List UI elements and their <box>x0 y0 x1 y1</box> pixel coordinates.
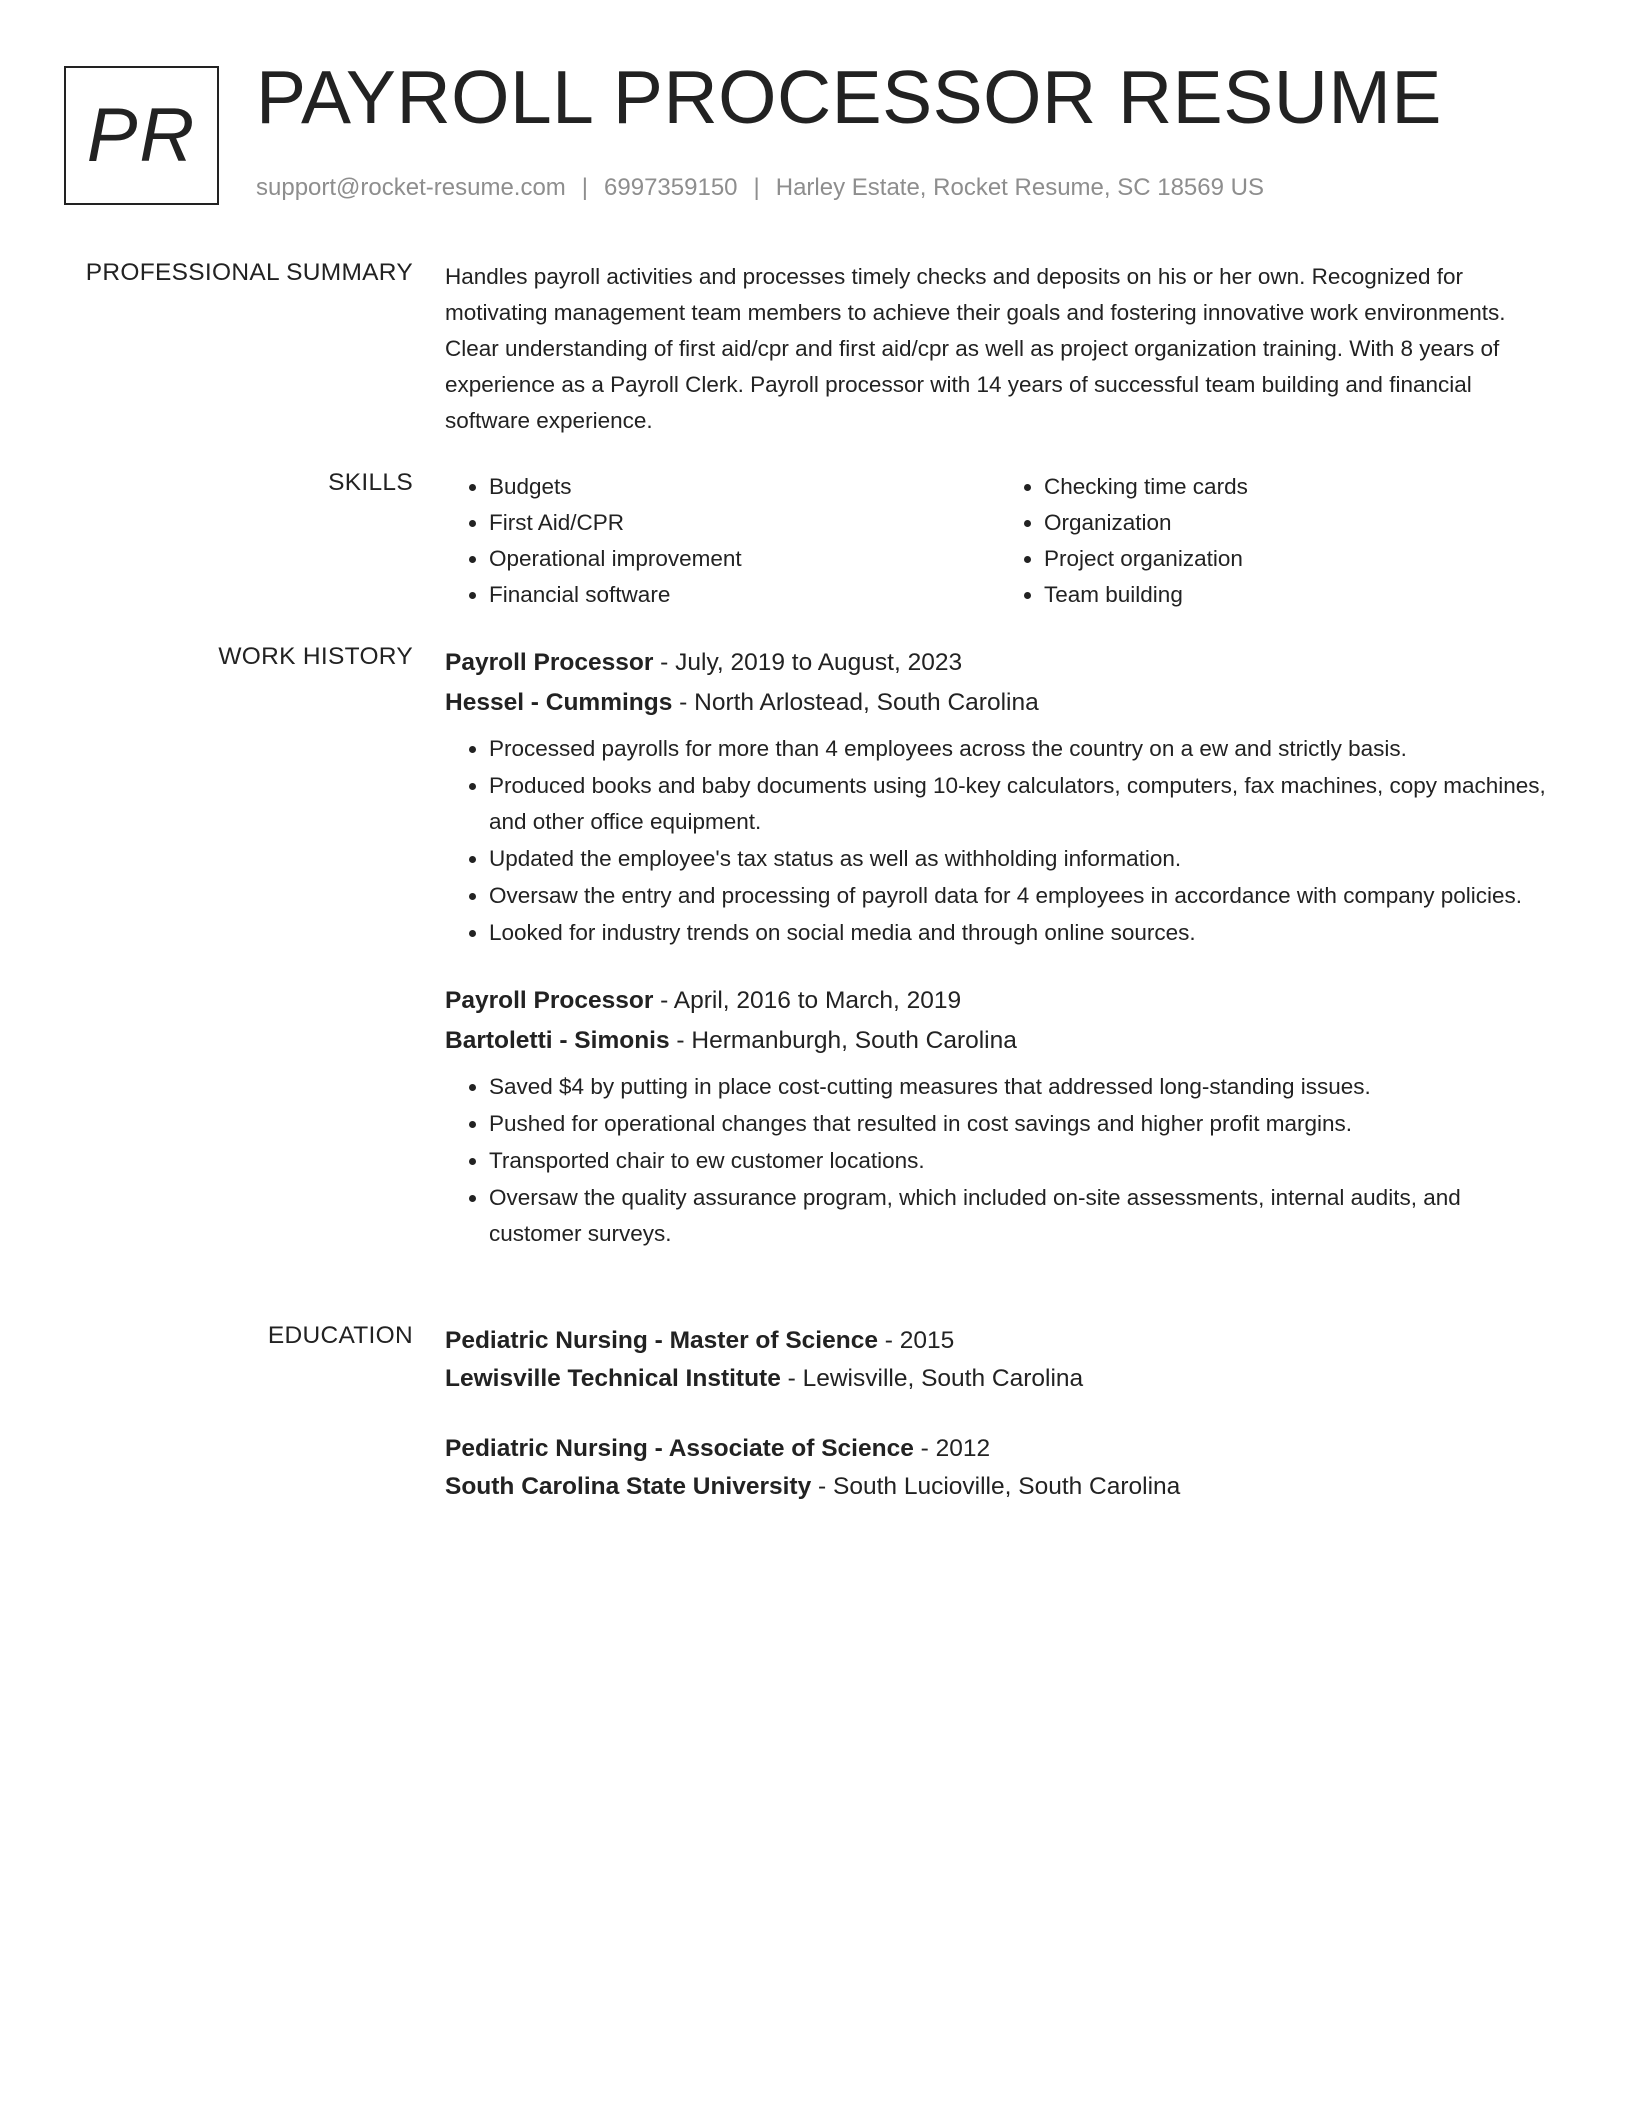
job-location: - North Arlostead, South Carolina <box>672 689 1039 716</box>
skill-item: • Checking time cards <box>1044 469 1555 505</box>
job-dates: - April, 2016 to March, 2019 <box>653 987 962 1014</box>
skill-item: • Financial software <box>489 577 1000 613</box>
job-bullet: • Processed payrolls for more than 4 employees across the country on a ew and strictly basis. <box>489 731 1555 767</box>
education-body <box>445 1322 1555 1538</box>
summary-text: Handles payroll activities and processes timely checks and deposits on his or her own. Recognized for motivating management team members to achieve their goals and fostering innovative work environments. Clear understanding of first aid/cpr and first aid/cpr as well as project organization training. With 8 years of experience as a Payroll Clerk. Payroll processor with 14 years of successful team building and financial software experience. <box>445 264 1506 433</box>
job-bullets <box>445 1069 1555 1252</box>
contact-separator: | <box>581 174 589 201</box>
job-title-line <box>445 643 1555 683</box>
education-entry <box>445 1430 1555 1506</box>
work-heading: WORK HISTORY <box>218 643 413 670</box>
work-body <box>445 643 1555 1282</box>
job-company-line <box>445 683 1555 723</box>
contact-line <box>256 174 1264 202</box>
job-location: - Hermanburgh, South Carolina <box>669 1027 1017 1054</box>
skill-item: • Project organization <box>1044 541 1555 577</box>
job-company: Bartoletti - Simonis <box>445 1027 670 1054</box>
education-location: - Lewisville, South Carolina <box>780 1365 1084 1392</box>
education-location: - South Lucioville, South Carolina <box>811 1473 1181 1500</box>
contact-phone[interactable]: 6997359150 <box>604 174 738 201</box>
education-school: South Carolina State University <box>445 1473 812 1500</box>
resume-title: PAYROLL PROCESSOR RESUME <box>256 55 1442 139</box>
skills-grid <box>445 469 1555 613</box>
education-degree-line <box>445 1430 1555 1468</box>
skills-list-right <box>1000 469 1555 613</box>
education-school-line <box>445 1468 1555 1506</box>
education-entry <box>445 1322 1555 1398</box>
job-company: Hessel - Cummings <box>445 689 673 716</box>
summary-body <box>445 259 1555 439</box>
education-degree: Pediatric Nursing - Associate of Science <box>445 1435 914 1462</box>
monogram-box <box>64 66 219 205</box>
job-title: Payroll Processor <box>445 649 654 676</box>
job-bullet: • Saved $4 by putting in place cost-cutting measures that addressed long-standing issues. <box>489 1069 1555 1105</box>
education-year: - 2015 <box>877 1327 955 1354</box>
job-bullet: • Transported chair to ew customer locations. <box>489 1143 1555 1179</box>
job-bullet: • Looked for industry trends on social media and through online sources. <box>489 915 1555 951</box>
skills-body <box>445 469 1555 613</box>
skills-heading: SKILLS <box>328 469 413 496</box>
contact-separator: | <box>753 174 760 201</box>
education-year: - 2012 <box>913 1435 991 1462</box>
job-bullet: • Pushed for operational changes that resulted in cost savings and higher profit margins. <box>489 1106 1555 1142</box>
skill-item: • Operational improvement <box>489 541 1000 577</box>
contact-address: Harley Estate, Rocket Resume, SC 18569 US <box>775 174 1264 201</box>
education-heading: EDUCATION <box>267 1322 413 1349</box>
skill-item: • Organization <box>1044 505 1555 541</box>
education-school: Lewisville Technical Institute <box>445 1365 781 1392</box>
job-bullet: • Oversaw the entry and processing of payroll data for 4 employees in accordance with company policies. <box>489 878 1555 914</box>
skill-item: • Budgets <box>489 469 1000 505</box>
summary-heading: PROFESSIONAL SUMMARY <box>85 259 413 286</box>
job-company-line <box>445 1021 1555 1061</box>
skills-list-left <box>445 469 1000 613</box>
monogram-initials: PR <box>86 92 197 178</box>
education-degree: Pediatric Nursing - Master of Science <box>445 1327 878 1354</box>
job-entry <box>445 981 1555 1252</box>
job-bullet: • Produced books and baby documents using 10-key calculators, computers, fax machines, copy machines, and other office equipment. <box>489 768 1555 840</box>
contact-email[interactable]: support@rocket-resume.com <box>256 174 566 201</box>
skill-item: • Team building <box>1044 577 1555 613</box>
job-dates: - July, 2019 to August, 2023 <box>653 649 963 676</box>
job-title: Payroll Processor <box>445 987 654 1014</box>
job-title-line <box>445 981 1555 1021</box>
education-degree-line <box>445 1322 1555 1360</box>
job-bullet: • Updated the employee's tax status as well as withholding information. <box>489 841 1555 877</box>
skill-item: • First Aid/CPR <box>489 505 1000 541</box>
job-entry <box>445 643 1555 951</box>
job-bullet: • Oversaw the quality assurance program, which included on-site assessments, internal audits, and customer surveys. <box>489 1180 1555 1252</box>
education-school-line <box>445 1360 1555 1398</box>
job-bullets <box>445 731 1555 951</box>
